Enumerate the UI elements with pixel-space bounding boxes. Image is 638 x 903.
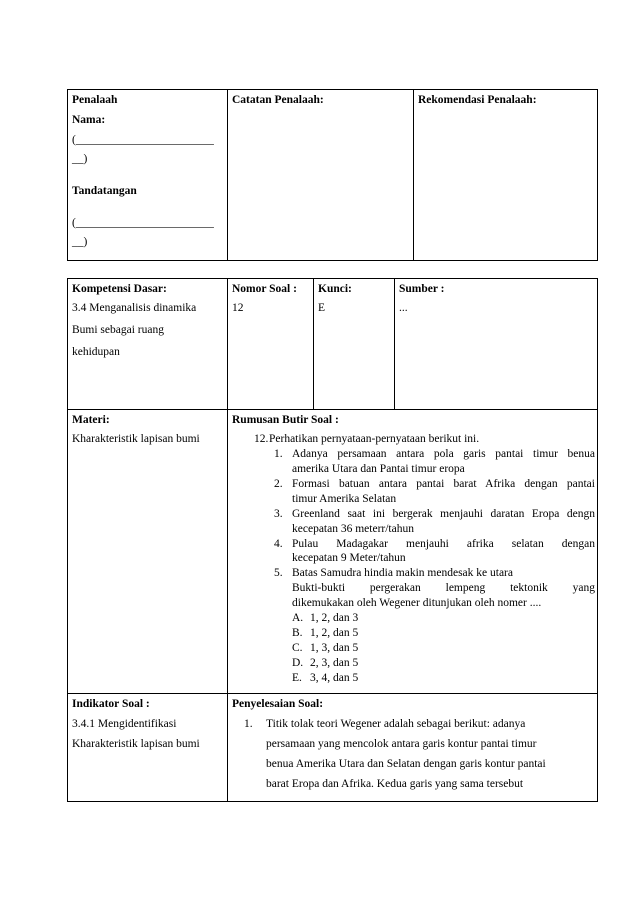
- statement-item: [274, 566, 595, 581]
- question-number-cell: [228, 279, 313, 409]
- indicator-line: 3.4.1 Mengidentifikasi: [72, 717, 177, 730]
- competency-line: Bumi sebagai ruang: [72, 323, 164, 336]
- material-label: Materi:: [72, 414, 110, 426]
- competency-cell: [68, 279, 227, 409]
- answer-option: [292, 641, 595, 656]
- question-stem-line: dikemukakan oleh Wegener ditunjukan oleh nomer ....: [292, 597, 542, 610]
- signature-blank-end: __): [72, 235, 88, 248]
- statement-number: 4.: [274, 537, 283, 550]
- solution-item: [232, 717, 593, 792]
- source-label: Sumber :: [399, 283, 445, 295]
- answer-option: [292, 611, 595, 626]
- option-text: 2, 3, dan 5: [310, 657, 359, 669]
- statement-text: Greenland saat ini bergerak menjauhi daratan Eropa dengn: [292, 507, 595, 520]
- solution-line: Titik tolak teori Wegener adalah sebagai berikut: adanya: [266, 717, 526, 730]
- reviewer-notes-label: Catatan Penalaah:: [232, 94, 324, 106]
- option-text: 1, 3, dan 5: [310, 642, 359, 655]
- statement-text: Formasi batuan antara pantai barat Afrika dengan pantai: [292, 477, 595, 490]
- option-letter: C.: [292, 642, 303, 655]
- competency-line: kehidupan: [72, 345, 120, 358]
- option-letter: E.: [292, 671, 302, 684]
- statement-text-cont: kecepatan 9 Meter/tahun: [292, 552, 406, 565]
- solution-number: 1.: [244, 717, 253, 730]
- option-letter: B.: [292, 627, 303, 640]
- material-cell: [68, 410, 227, 693]
- question-stem-line: Bukti-bukti pergerakan lempeng tektonik yang: [292, 582, 595, 595]
- answer-option: [292, 656, 595, 671]
- question-number: 12.: [254, 432, 269, 445]
- answer-option: [292, 626, 595, 641]
- answer-options: [274, 611, 595, 686]
- option-text: 1, 2, dan 5: [310, 627, 359, 640]
- reviewer-recommendation-cell: [414, 90, 597, 260]
- statement-text-cont: amerika Utara dan Pantai timur eropa: [292, 462, 465, 475]
- option-letter: A.: [292, 612, 304, 625]
- signature-label: Tandatangan: [72, 184, 137, 197]
- statement-number: 2.: [274, 477, 283, 490]
- question-formulation-cell: [228, 410, 597, 693]
- answer-key-value: E: [318, 301, 326, 314]
- question-formulation-label: Rumusan Butir Soal :: [232, 414, 339, 426]
- option-text: 1, 2, dan 3: [310, 612, 359, 625]
- reviewer-label: Penalaah: [72, 94, 118, 106]
- competency-label: Kompetensi Dasar:: [72, 283, 167, 295]
- statement-item: [274, 507, 595, 537]
- statement-item: [274, 477, 595, 507]
- name-label: Nama:: [72, 113, 106, 126]
- option-text: 3, 4, dan 5: [310, 671, 359, 684]
- question-intro: [232, 432, 595, 447]
- name-blank-end: __): [72, 152, 88, 165]
- solution-line: persamaan yang mencolok antara garis kontur pantai timur: [266, 737, 537, 750]
- question-card-table: [67, 278, 598, 802]
- statement-text: Pulau Madagakar menjauhi afrika selatan dengan: [292, 537, 595, 550]
- material-value: Kharakteristik lapisan bumi: [72, 432, 200, 445]
- source-cell: [395, 279, 597, 409]
- solution-cell: [228, 694, 597, 801]
- source-value: ...: [399, 301, 408, 314]
- option-letter: D.: [292, 657, 304, 669]
- reviewer-table: [67, 89, 598, 261]
- indicator-label: Indikator Soal :: [72, 698, 150, 710]
- competency-line: 3.4 Menganalisis dinamika: [72, 301, 197, 314]
- solution-label: Penyelesaian Soal:: [232, 698, 324, 710]
- statement-text: Adanya persamaan antara pola garis pantai timur benua: [292, 447, 595, 460]
- question-number-value: 12: [232, 301, 244, 314]
- solution-line: benua Amerika Utara dan Selatan dengan garis kontur pantai: [266, 757, 546, 770]
- question-intro-text: Perhatikan pernyataan-pernyataan berikut ini.: [269, 432, 480, 445]
- statement-list: [232, 447, 595, 686]
- statement-number: 1.: [274, 447, 283, 460]
- reviewer-notes-cell: [228, 90, 413, 260]
- answer-key-label: Kunci:: [318, 283, 352, 295]
- statement-item: [274, 537, 595, 567]
- signature-blank-line: (________________________: [72, 216, 214, 229]
- statement-number: 5.: [274, 567, 283, 580]
- answer-option: [292, 671, 595, 686]
- statement-text-cont: timur Amerika Selatan: [292, 492, 397, 505]
- indicator-line: Kharakteristik lapisan bumi: [72, 737, 200, 750]
- question-number-label: Nomor Soal :: [232, 283, 297, 295]
- statement-text-cont: kecepatan 36 meterr/tahun: [292, 522, 414, 535]
- statement-item: [274, 447, 595, 477]
- statement-text: Batas Samudra hindia makin mendesak ke utara: [292, 567, 513, 580]
- indicator-cell: [68, 694, 227, 801]
- reviewer-cell: [68, 90, 227, 260]
- reviewer-recommendation-label: Rekomendasi Penalaah:: [418, 94, 537, 106]
- solution-line: barat Eropa dan Afrika. Kedua garis yang sama tersebut: [266, 777, 524, 790]
- name-blank-line: (________________________: [72, 133, 214, 146]
- answer-key-cell: [314, 279, 394, 409]
- statement-number: 3.: [274, 507, 283, 520]
